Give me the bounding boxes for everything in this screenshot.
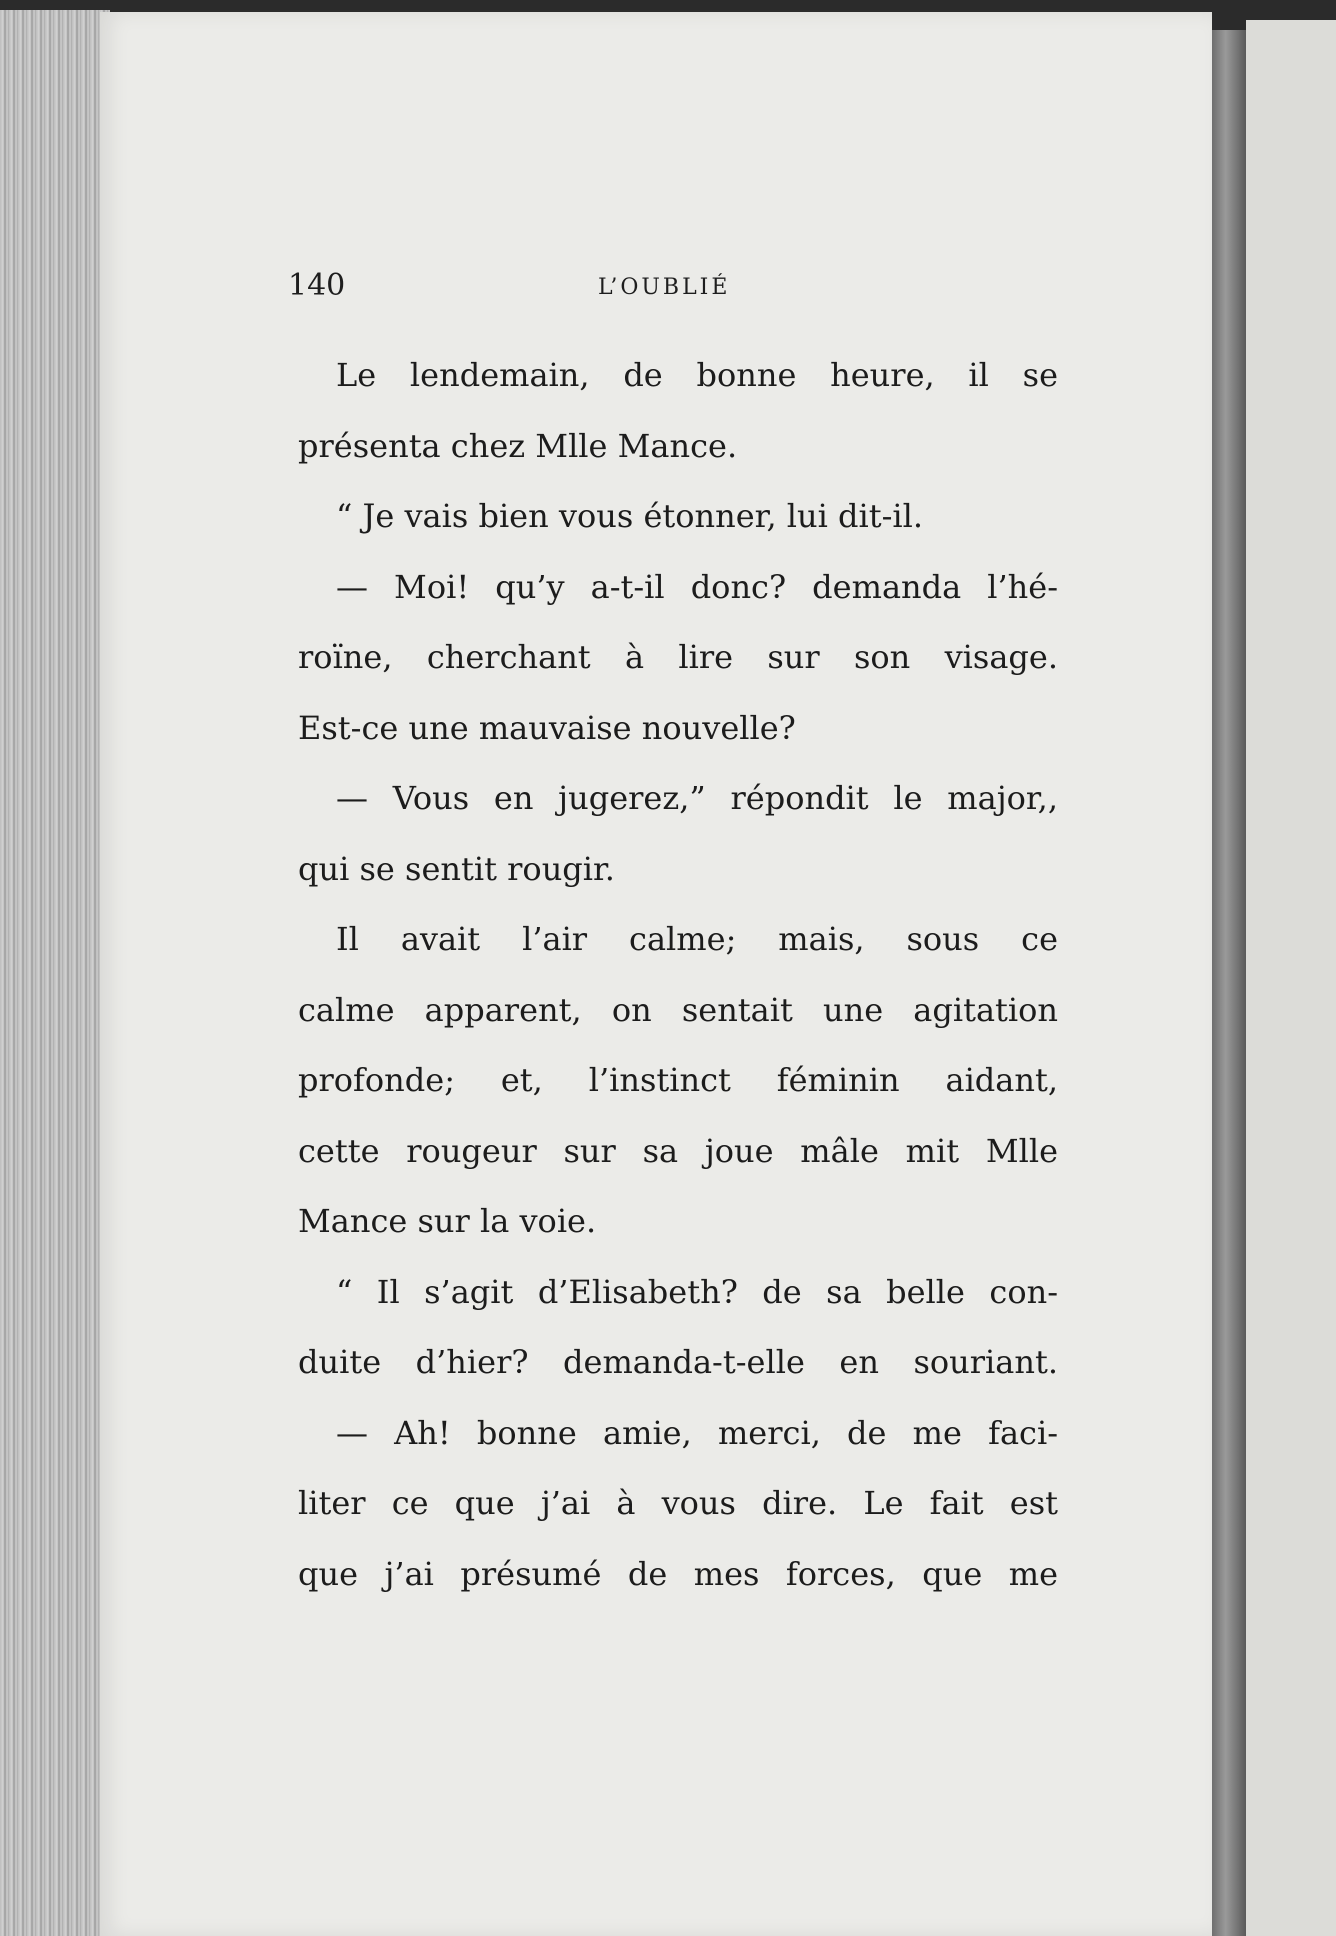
text-line: Est-ce une mauvaise nouvelle? (298, 708, 796, 747)
text-line: duite d’hier? demanda-t-elle en souriant. (298, 1343, 1058, 1381)
running-head: L’OUBLIÉ (598, 275, 731, 300)
text-line: “ Je vais bien vous étonner, lui dit-il. (336, 497, 924, 535)
page-number: 140 (288, 268, 346, 303)
text-line: Mance sur la voie. (298, 1202, 597, 1240)
text-line: liter ce que j’ai à vous dire. Le fait est (298, 1484, 1058, 1522)
text-line: profonde; et, l’instinct féminin aidant, (298, 1061, 1058, 1099)
body-text (298, 340, 1058, 1609)
gutter-shadow (1212, 30, 1246, 1936)
text-line: roïne, cherchant à lire sur son visage. (298, 638, 1058, 676)
page-header (288, 264, 1048, 308)
text-line: Le lendemain, de bonne heure, il se (336, 356, 1058, 394)
text-line: — Vous en jugerez,” répondit le major,, (336, 779, 1058, 817)
text-line: cette rougeur sur sa joue mâle mit Mlle (298, 1131, 1058, 1170)
page-edges (0, 10, 110, 1936)
text-line: Il avait l’air calme; mais, sous ce (336, 920, 1058, 958)
text-line: présenta chez Mlle Mance. (298, 426, 738, 465)
text-line: qui se sentit rougir. (298, 849, 615, 888)
facing-page-edge (1246, 20, 1336, 1936)
text-line: — Moi! qu’y a-t-il donc? demanda l’hé- (336, 567, 1058, 606)
text-line: — Ah! bonne amie, merci, de me faci- (336, 1413, 1058, 1452)
text-line: calme apparent, on sentait une agitation (298, 990, 1058, 1029)
text-line: “ Il s’agit d’Elisabeth? de sa belle con- (336, 1272, 1058, 1311)
text-line: que j’ai présumé de mes forces, que me (298, 1554, 1058, 1593)
